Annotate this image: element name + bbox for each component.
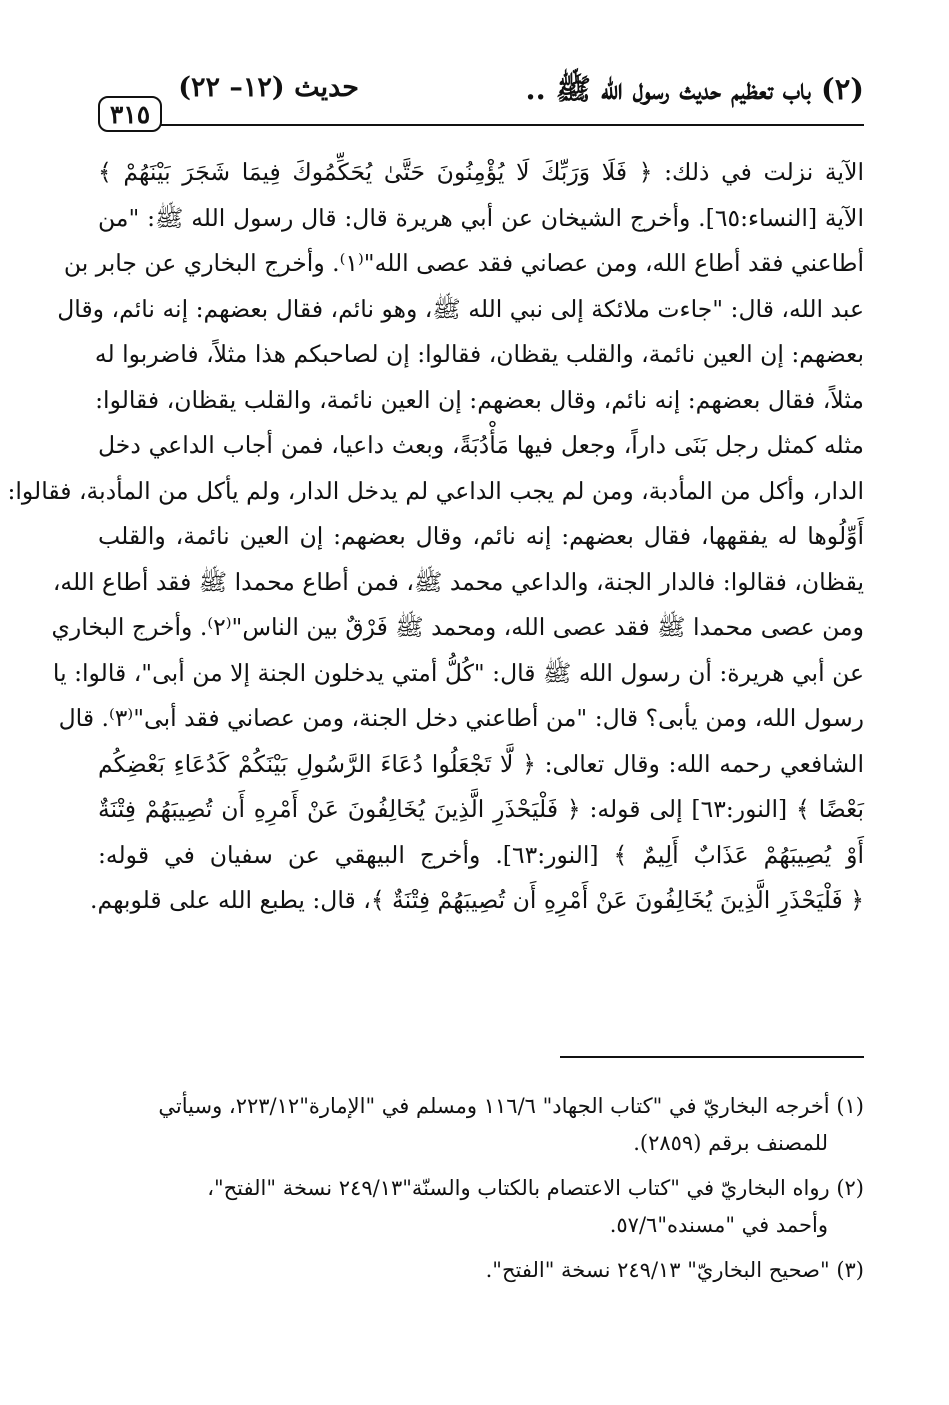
footnote-line: (١) أخرجه البخاريّ في "كتاب الجهاد" ١١٦/٦ ومسلم في "الإمارة"٢٢٣/١٢، وسيأتي — [158, 1094, 864, 1118]
text-line: عن أبي هريرة: أن رسول الله ﷺ قال: "كُلُّ أمتي يدخلون الجنة إلا من أبى"، قالوا: يا — [52, 658, 864, 687]
text-line: أَوْ يُصِيبَهُمْ عَذَابٌ أَلِيمٌ ﴾ [النور:٦٣]. وأخرج البيهقي عن سفيان في قوله: — [98, 840, 865, 869]
text-line: بَعْضًا ﴾ [النور:٦٣] إلى قوله: ﴿ فَلْيَحْذَرِ الَّذِينَ يُخَالِفُونَ عَنْ أَمْرِهِ أَن تُصِيبَهُمْ فِتْنَةٌ — [98, 795, 864, 823]
chapter-title: (٢) باب تعظيم حديث رسول الله ﷺ .. — [525, 72, 864, 106]
text-line: الآية [النساء:٦٥]. وأخرج الشيخان عن أبي هريرة قال: قال رسول الله ﷺ: "من — [98, 203, 864, 232]
page-number-box: ٣١٥ — [98, 96, 162, 132]
main-text — [7, 150, 865, 924]
text-line: مثلاً، فقال بعضهم: إنه نائم، وقال بعضهم: إن العين نائمة، والقلب يقظان، فقالوا: — [95, 385, 864, 414]
text-line: مثله كمثل رجل بَنَى داراً، وجعل فيها مَأْدُبَةً، وبعث داعيا، فمن أجاب الداعي دخل — [98, 431, 864, 459]
text-line: الشافعي رحمه الله: وقال تعالى: ﴿ لَّا تَجْعَلُوا دُعَاءَ الرَّسُولِ بَيْنَكُمْ كَدُعَاءِ بَعْضِكُم — [98, 749, 864, 778]
text-line: ومن عصى محمدا ﷺ فقد عصى الله، ومحمد ﷺ فَرْقٌ بين الناس"⁽٢⁾. وأخرج البخاري — [51, 613, 864, 641]
text-line: أطاعني فقد أطاع الله، ومن عصاني فقد عصى الله"⁽١⁾. وأخرج البخاري عن جابر بن — [63, 249, 864, 277]
footnote-line: (٣) "صحيح البخاريّ" ٢٤٩/١٣ نسخة "الفتح". — [485, 1258, 864, 1282]
footnote-3 — [98, 1252, 864, 1289]
text-line: الدار، وأكل من المأدبة، ومن لم يجب الداعي لم يدخل الدار، ولم يأكل من المأدبة، فقالوا: — [7, 476, 864, 505]
footnotes — [98, 1088, 864, 1297]
text-line: يقظان، فقالوا: فالدار الجنة، والداعي محمد ﷺ، فمن أطاع محمدا ﷺ فقد أطاع الله، — [52, 567, 864, 596]
text-line: أَوِّلُوها له يفقهها، فقال بعضهم: إنه نائم، وقال بعضهم: إن العين نائمة، والقلب — [98, 522, 864, 550]
footnote-line: (٢) رواه البخاريّ في "كتاب الاعتصام بالكتاب والسنّة"٢٤٩/١٣ نسخة "الفتح"، — [207, 1176, 864, 1200]
text-line: الآية نزلت في ذلك: ﴿ فَلَا وَرَبِّكَ لَا يُؤْمِنُونَ حَتَّىٰ يُحَكِّمُوكَ فِيمَا شَجَرَ بَيْنَهُمْ ﴾ — [98, 158, 864, 186]
footnote-line: وأحمد في "مسنده"٥٧/٦. — [609, 1213, 828, 1237]
footnote-line: للمصنف برقم (٢٨٥٩). — [633, 1131, 828, 1155]
text-line: عبد الله، قال: "جاءت ملائكة إلى نبي الله ﷺ، وهو نائم، فقال بعضهم: إنه نائم، وقال — [57, 294, 864, 323]
text-line: رسول الله، ومن يأبى؟ قال: "من أطاعني دخل الجنة، ومن عصاني فقد أبى"⁽٣⁾. قال — [58, 704, 864, 732]
hadith-range: حديث (١٢– ٢٢) — [178, 72, 359, 103]
footnote-2 — [98, 1170, 864, 1244]
footnote-separator — [560, 1056, 864, 1058]
text-line: ﴿ فَلْيَحْذَرِ الَّذِينَ يُخَالِفُونَ عَنْ أَمْرِهِ أَن تُصِيبَهُمْ فِتْنَةٌ ﴾، قال: يطبع الله على قلوبهم. — [89, 886, 864, 914]
running-header — [96, 72, 864, 128]
text-line: بعضهم: إن العين نائمة، والقلب يقظان، فقالوا: إن لصاحبكم هذا مثلاً، فاضربوا له — [94, 340, 864, 368]
footnote-1 — [98, 1088, 864, 1162]
header-rule — [160, 124, 864, 126]
